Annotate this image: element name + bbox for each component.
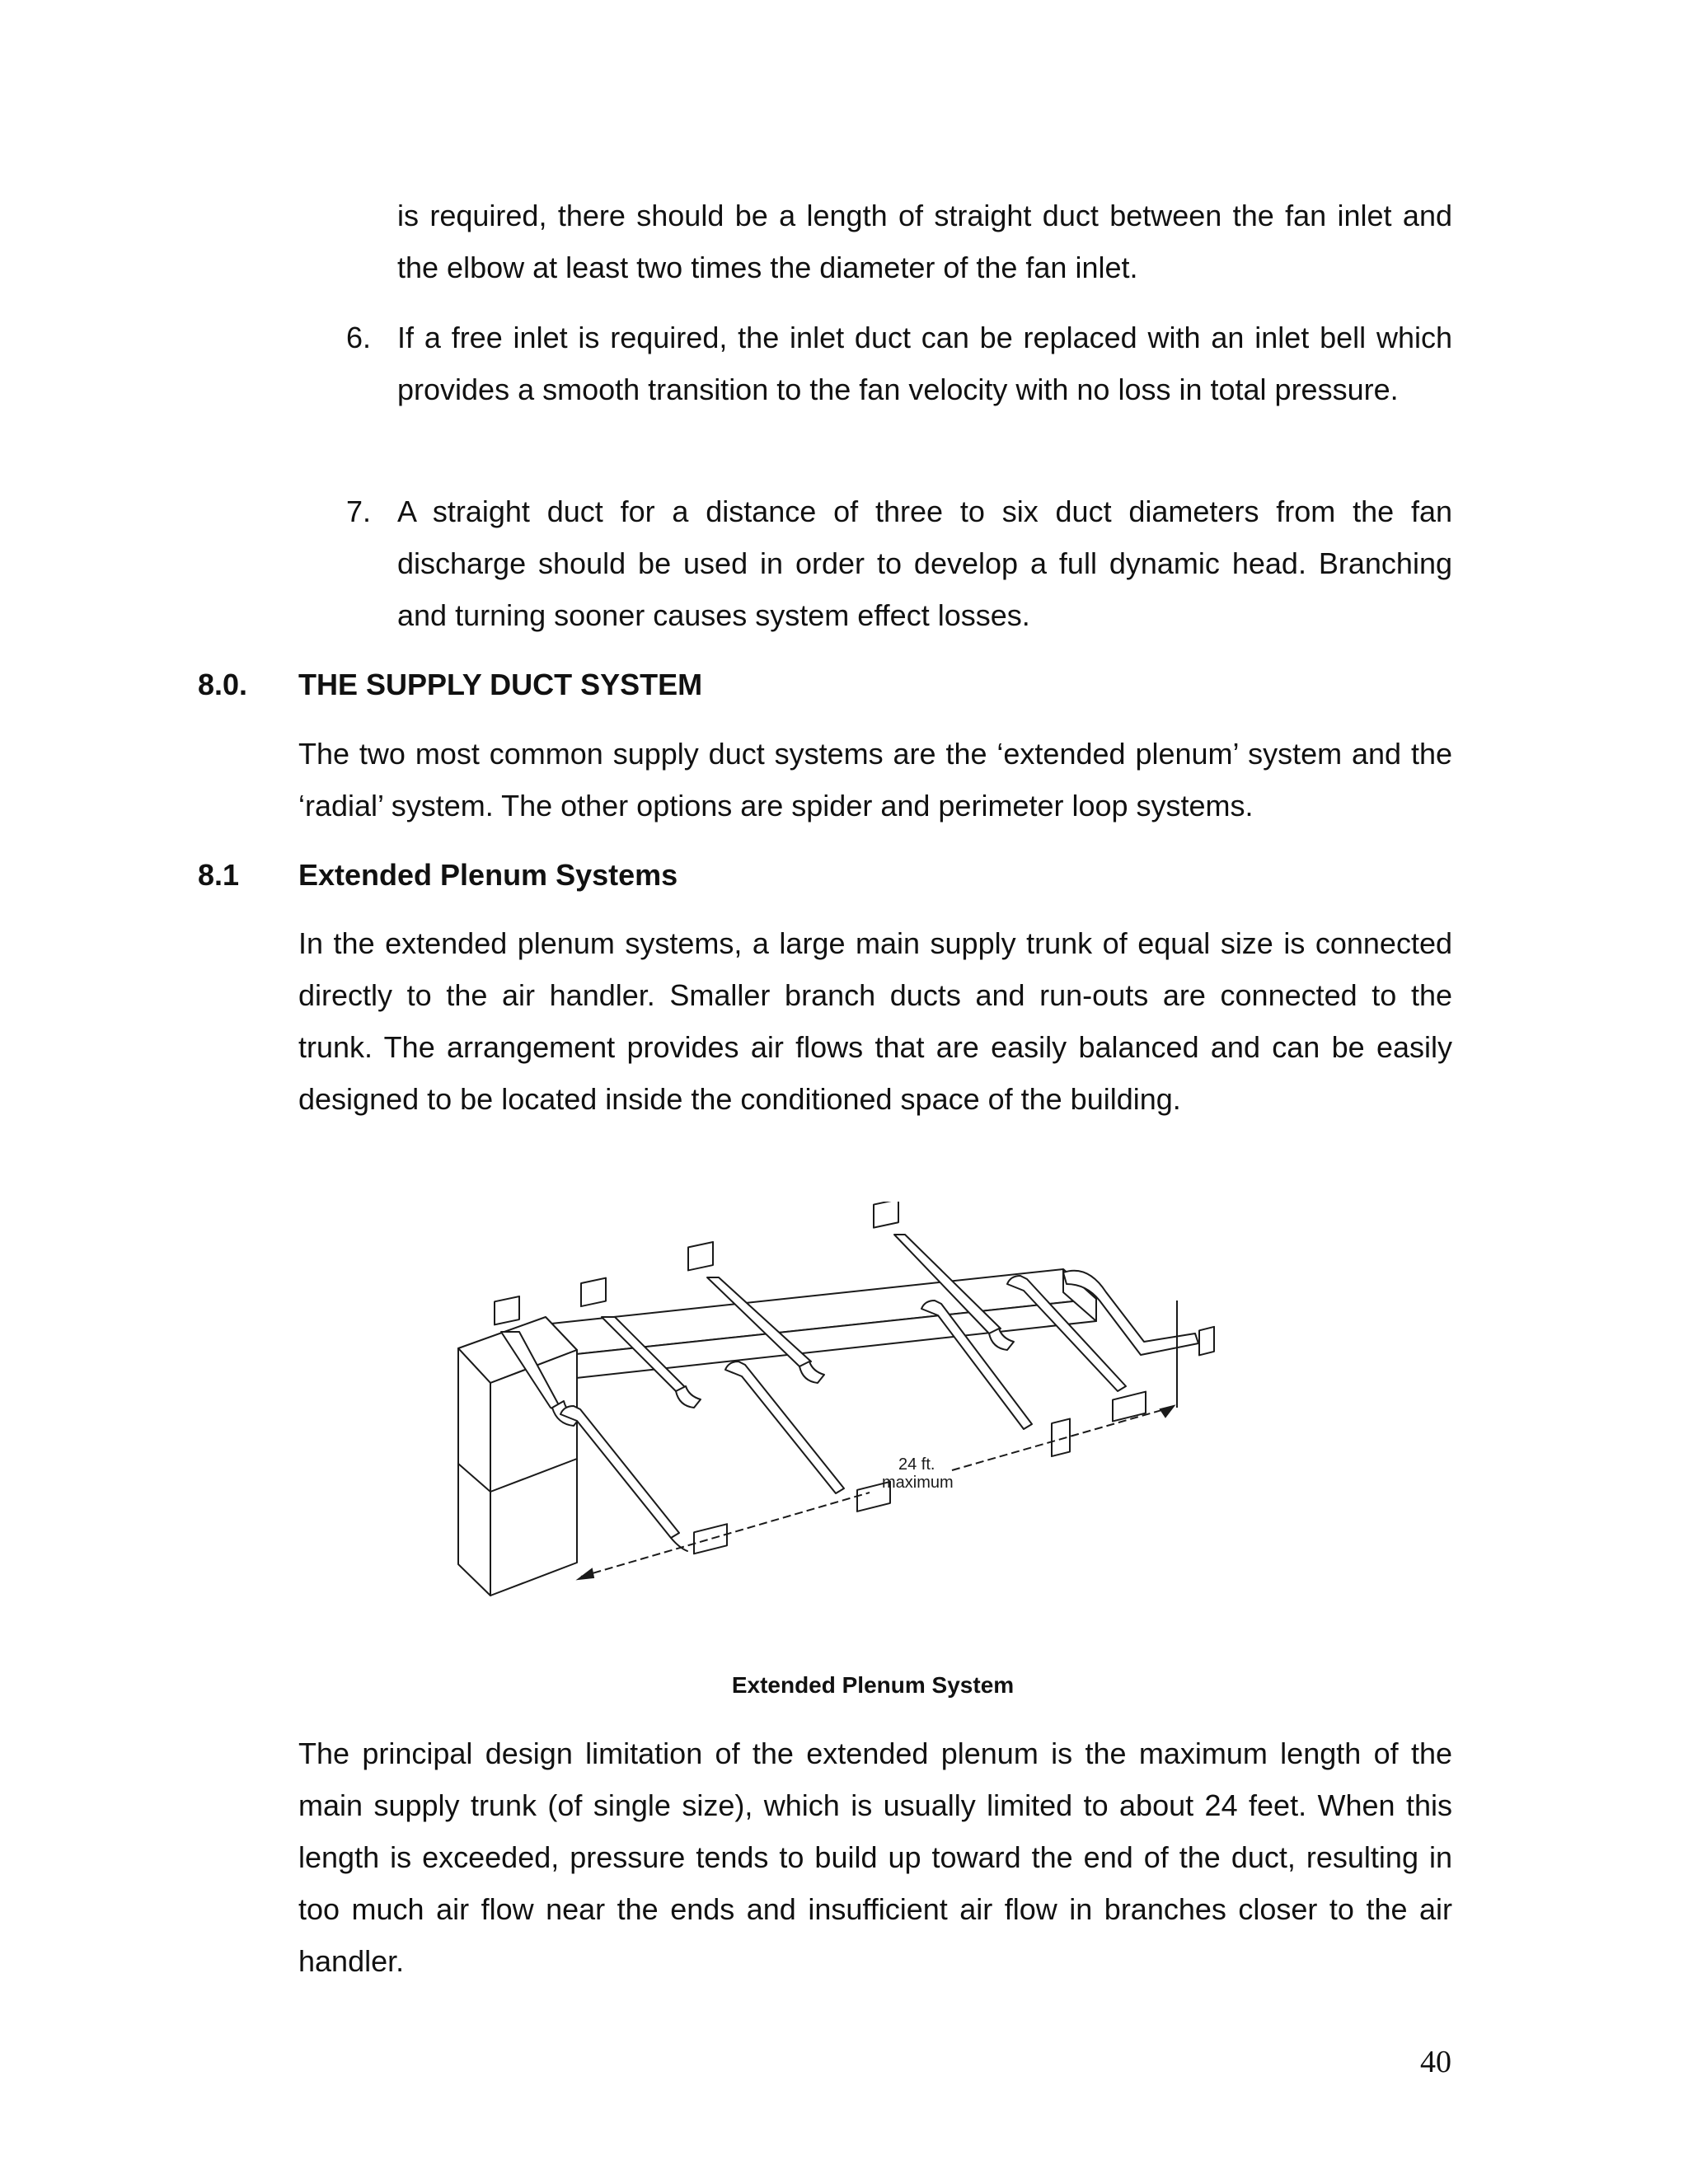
list-item-text-6: If a free inlet is required, the inlet duct can be replaced with an inlet bell which provides a smooth transition to the fan velocity with no loss in total pressure. xyxy=(397,321,1452,406)
section-8-1-title: Extended Plenum Systems xyxy=(298,858,678,892)
dimension-arrow-right xyxy=(1160,1406,1174,1417)
branch-duct-front-2 xyxy=(725,1361,890,1511)
list-item-text-7: A straight duct for a distance of three to six duct diameters from the fan discharge should be used in order to develop a full dynamic head. Branching and turning sooner causes system effect losses. xyxy=(397,494,1452,632)
section-8-1-body: In the extended plenum systems, a large main supply trunk of equal size is connected directly to the air handler. Smaller branch ducts and run-outs are connected to the trunk. The arrangement provides air flows that are easily balanced and can be easily designed to be located inside the conditioned space of the building. xyxy=(298,926,1452,1116)
extended-plenum-drawing xyxy=(453,1202,1311,1704)
section-8-0-body: The two most common supply duct systems are the ‘extended plenum’ system and the ‘radial’ system. The other options are spider and perimeter loop systems. xyxy=(298,737,1452,823)
closing-paragraph: The principal design limitation of the extended plenum is the maximum length of the main supply trunk (of single size), which is usually limited to about 24 feet. When this length is exceeded, pressure tends to build up toward the end of the duct, resulting in too much air flow near the ends and insufficient air flow in branches closer to the air handler. xyxy=(298,1736,1452,1978)
list-item-number-6: 6. xyxy=(346,321,372,354)
continued-list-item-text: is required, there should be a length of straight duct between the fan inlet and the elbow at least two times the diameter of the fan inlet. xyxy=(397,199,1452,284)
dimension-label-line2: maximum xyxy=(882,1474,954,1492)
branch-duct-front-1 xyxy=(560,1406,727,1554)
section-8-1-number: 8.1 xyxy=(198,858,240,892)
dimension-label-line1: 24 ft. xyxy=(898,1455,935,1474)
section-8-0-number: 8.0. xyxy=(198,668,248,701)
figure-caption: Extended Plenum System xyxy=(731,1672,1015,1698)
section-8-0-title: THE SUPPLY DUCT SYSTEM xyxy=(298,668,703,701)
extended-plenum-diagram xyxy=(453,1202,1311,1704)
page-number: 40 xyxy=(1420,2045,1451,2079)
list-item-number-7: 7. xyxy=(346,494,372,528)
dimension-arrow-left xyxy=(579,1569,593,1579)
air-handler-unit xyxy=(458,1317,577,1596)
